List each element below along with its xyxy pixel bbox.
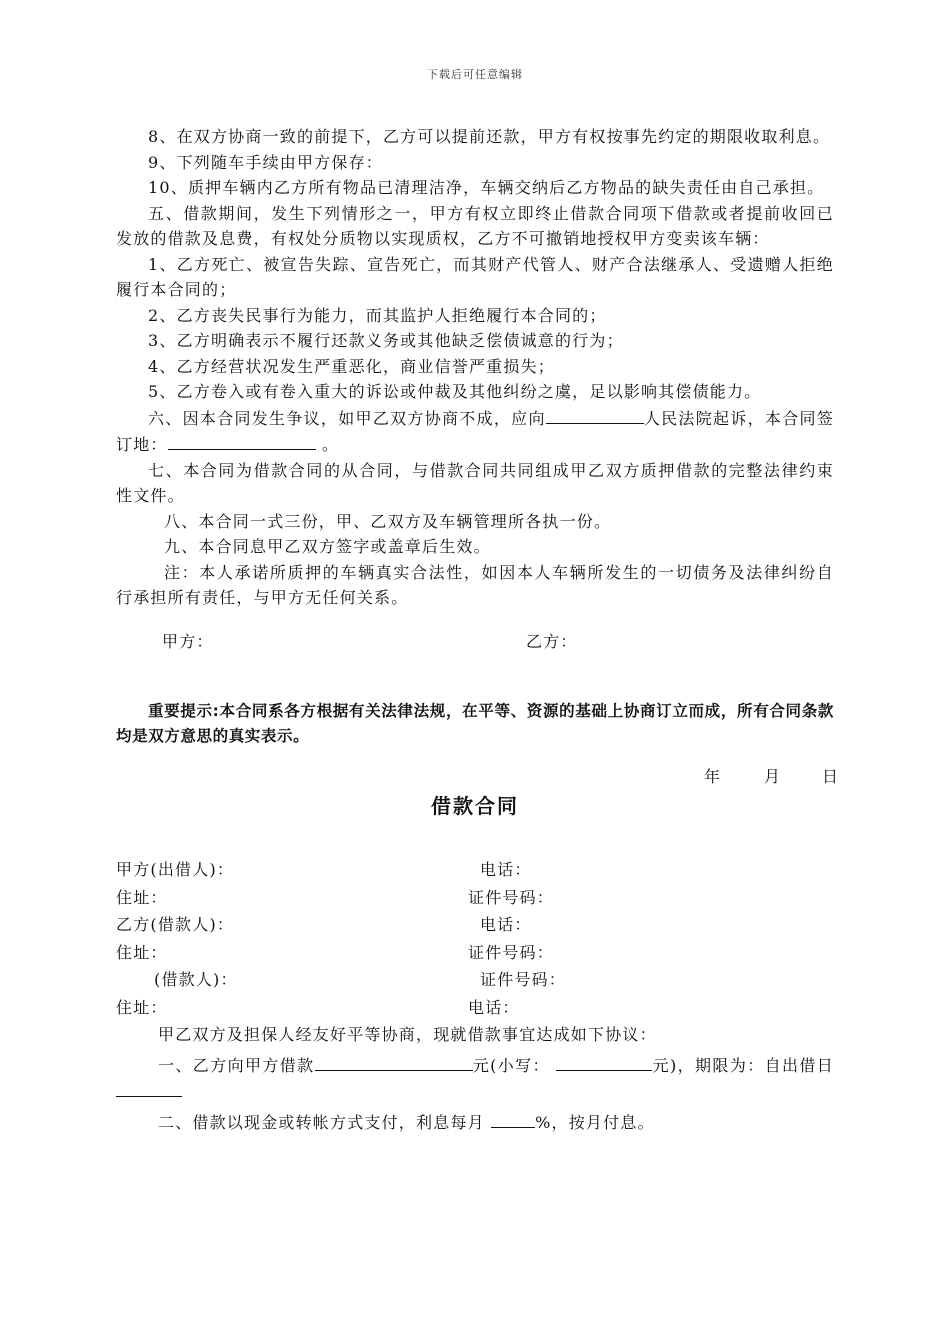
section-5-item-1: 1、乙方死亡、被宣告失踪、宣告死亡，而其财产代管人、财产合法继承人、受遗赠人拒绝履行本合同的； (116, 254, 834, 299)
section-6-text-c: 本合同签订地： (116, 408, 834, 454)
clause-9: 9、下列随车手续由甲方保存： (148, 152, 383, 172)
term-2-text-b: %，按月付息。 (535, 1112, 655, 1132)
section-8: 八、本合同一式三份，甲、乙双方及车辆管理所各执一份。 (164, 511, 612, 531)
term-1-text-a: 一、乙方向甲方借款 (158, 1055, 315, 1075)
date-year: 年 (704, 766, 722, 786)
page-header: 下载后可任意编辑 (427, 68, 523, 81)
co-borrower-id-label: 证件号码： (480, 970, 567, 989)
borrower-phone-label: 电话： (480, 915, 532, 934)
interest-rate-blank (491, 1109, 535, 1128)
important-notice: 重要提示:本合同系各方根据有关法律法规，在平等、资源的基础上协商订立而成，所有合同条款均是双方意思的真实表示。 (116, 701, 834, 745)
term-1-text-d: 借日 (799, 1055, 834, 1075)
signature-row (116, 629, 834, 655)
borrower-address-row (116, 940, 834, 968)
court-blank (546, 405, 644, 424)
section-7: 七、本合同为借款合同的从合同，与借款合同共同组成甲乙双方质押借款的完整法律约束性文件。 (116, 460, 834, 505)
section-5-item-5: 5、乙方卷入或有卷入重大的诉讼或仲裁及其他纠纷之虞，足以影响其偿债能力。 (148, 382, 762, 401)
borrower-row (116, 912, 834, 940)
contract-title: 借款合同 (431, 793, 519, 818)
lender-address-label: 住址： (116, 887, 168, 907)
signing-place-blank (168, 431, 316, 450)
date-row (116, 764, 840, 790)
amount-blank (315, 1052, 473, 1071)
section-5-item-4: 4、乙方经营状况发生严重恶化，商业信誉严重损失； (148, 356, 555, 376)
lender-row (116, 857, 834, 885)
lender-label: 甲方(出借人)： (116, 860, 235, 879)
lender-phone-label: 电话： (480, 860, 532, 879)
term-2-text-a: 二、借款以现金或转帐方式支付，利息每月 (158, 1112, 485, 1132)
clause-8: 8、在双方协商一致的前提下，乙方可以提前还款，甲方有权按事先约定的期限收取利息。 (148, 127, 831, 146)
loan-date-blank (116, 1078, 182, 1097)
section-6-text-d: 。 (321, 435, 340, 454)
party-b-signature: 乙方： (526, 631, 578, 651)
document-body (116, 124, 840, 1135)
section-6 (116, 405, 834, 458)
co-phone-label: 电话： (468, 997, 520, 1017)
section-5-item-2: 2、乙方丧失民事行为能力，而其监护人拒绝履行本合同的； (148, 305, 607, 325)
term-1-text-c: 元)，期限为：自出 (652, 1055, 800, 1075)
co-borrower-row (116, 967, 834, 995)
borrower-label: 乙方(借款人)： (116, 915, 235, 934)
term-1 (116, 1052, 834, 1105)
section-9: 九、本合同息甲乙双方签字或盖章后生效。 (164, 537, 491, 556)
section-6-text-b: 人民法院起诉， (643, 408, 765, 428)
section-5: 五、借款期间，发生下列情形之一，甲方有权立即终止借款合同项下借款或者提前收回已发放的借款及息费，有权处分质物以实现质权，乙方不可撤销地授权甲方变卖该车辆： (116, 203, 834, 248)
section-5-item-3: 3、乙方明确表示不履行还款义务或其他缺乏偿债诚意的行为； (148, 331, 624, 350)
note: 注：本人承诺所质押的车辆真实合法性，如因本人车辆所发生的一切债务及法律纠纷自行承担所有责任，与甲方无任何关系。 (116, 562, 834, 607)
lender-address-row (116, 885, 834, 913)
intro: 甲乙双方及担保人经友好平等协商，现就借款事宜达成如下协议： (158, 1025, 657, 1044)
co-address-label: 住址： (116, 997, 168, 1017)
date-month: 月 (764, 766, 782, 786)
co-address-row (116, 995, 834, 1023)
lender-id-label: 证件号码： (468, 887, 555, 907)
co-borrower-label: (借款人)： (154, 970, 238, 989)
term-2 (116, 1109, 834, 1136)
borrower-id-label: 证件号码： (468, 942, 555, 962)
clause-10: 10、质押车辆内乙方所有物品已清理洁净，车辆交纳后乙方物品的缺失责任由自己承担。 (148, 178, 825, 197)
section-6-text-a: 六、因本合同发生争议，如甲乙双方协商不成，应向 (148, 408, 546, 428)
borrower-address-label: 住址： (116, 942, 168, 962)
date-day: 日 (822, 766, 840, 786)
term-1-text-b: 元(小写： (472, 1055, 550, 1075)
party-a-signature: 甲方： (162, 631, 214, 651)
amount-figure-blank (556, 1052, 652, 1071)
